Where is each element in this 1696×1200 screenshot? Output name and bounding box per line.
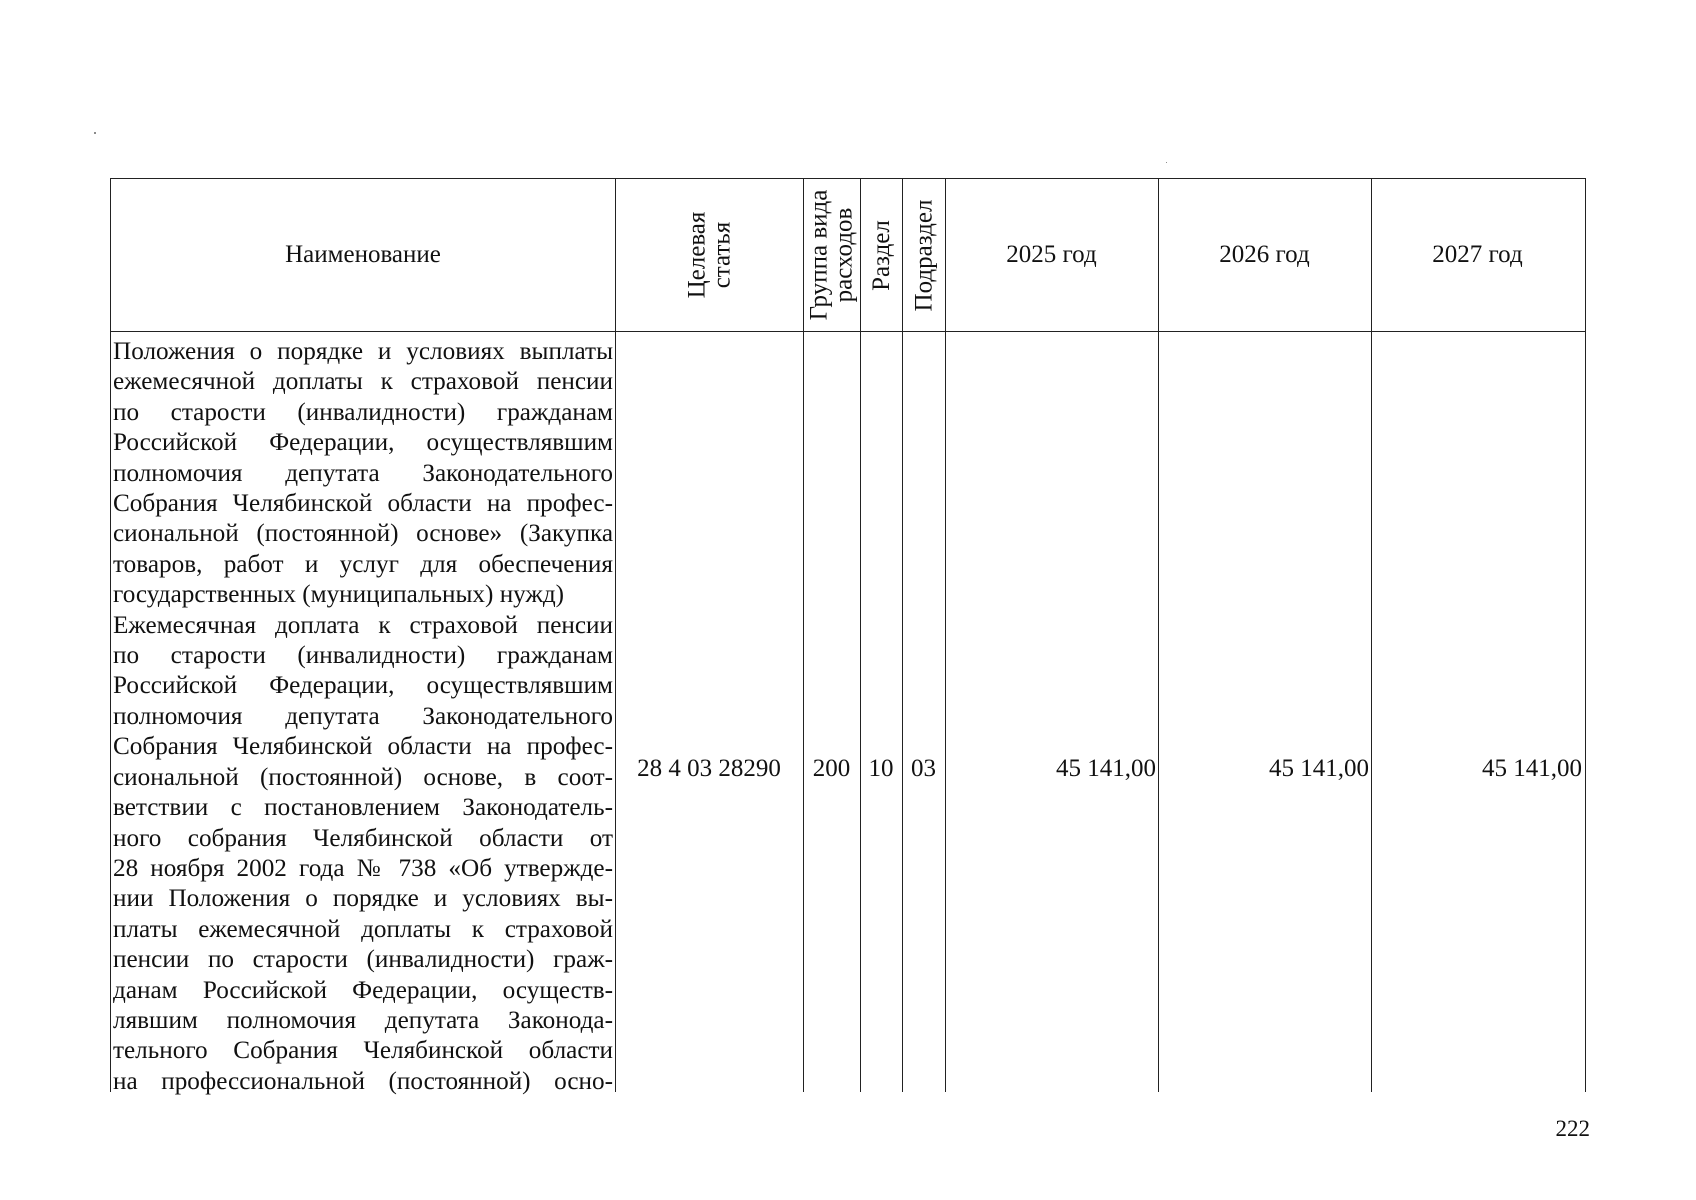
row-name-line: 28 ноября 2002 года № 738 «Об утвержде- bbox=[113, 854, 613, 882]
header-separator bbox=[111, 331, 1585, 332]
header-target-article-label: Целевая статья bbox=[682, 211, 735, 299]
header-year-2026-label: 2026 год bbox=[1219, 240, 1310, 268]
row-name-line: данам Российской Федерации, осуществ- bbox=[113, 976, 613, 1004]
row-name-line: ветствии с постановлением Законодатель- bbox=[113, 794, 613, 822]
header-name bbox=[111, 179, 615, 331]
row-value-2026: 45 141,00 bbox=[1269, 755, 1369, 782]
header-year-2025 bbox=[945, 179, 1158, 331]
row-value-2025: 45 141,00 bbox=[1056, 755, 1156, 782]
row-name-line: полномочия депутата Законодательного bbox=[113, 702, 613, 730]
row-name-line: по старости (инвалидности) гражданам bbox=[113, 642, 613, 670]
header-year-2027-label: 2027 год bbox=[1432, 240, 1523, 268]
row-target-article: 28 4 03 28290 bbox=[637, 755, 781, 782]
header-section bbox=[860, 179, 902, 331]
row-name-line: Ежемесячная доплата к страховой пенсии bbox=[113, 611, 613, 639]
row-name-line: по старости (инвалидности) гражданам bbox=[113, 398, 613, 426]
header-year-2026 bbox=[1158, 179, 1371, 331]
header-expense-group-label: Группа вида расходов bbox=[805, 189, 858, 321]
row-name-line: нии Положения о порядке и условиях вы- bbox=[113, 885, 613, 913]
header-section-label: Раздел bbox=[867, 219, 895, 291]
row-name-line: Российской Федерации, осуществлявшим bbox=[113, 429, 613, 457]
row-value-2027: 45 141,00 bbox=[1482, 755, 1582, 782]
row-name-line: Российской Федерации, осуществлявшим bbox=[113, 672, 613, 700]
row-section: 10 bbox=[868, 755, 894, 782]
row-name-text bbox=[113, 337, 613, 1097]
row-expense-group: 200 bbox=[812, 755, 851, 782]
row-name-line: тельного Собрания Челябинской области bbox=[113, 1037, 613, 1065]
row-name-line: товаров, работ и услуг для обеспечения bbox=[113, 550, 613, 578]
page-number: 222 bbox=[1555, 1116, 1590, 1141]
row-subsection: 03 bbox=[911, 755, 936, 782]
row-name-line: Положения о порядке и условиях выплаты bbox=[113, 338, 613, 365]
header-expense-group bbox=[803, 179, 860, 331]
budget-table bbox=[110, 178, 1586, 1095]
header-name-label: Наименование bbox=[285, 240, 441, 268]
row-name-line: ного собрания Челябинской области от bbox=[113, 824, 613, 852]
row-name-line: на профессиональной (постоянной) осно- bbox=[113, 1067, 613, 1095]
header-subsection bbox=[902, 179, 945, 331]
header-year-2027 bbox=[1371, 179, 1584, 331]
row-name-line: ежемесячной доплаты к страховой пенсии bbox=[113, 368, 613, 396]
row-name-line: платы ежемесячной доплаты к страховой bbox=[113, 915, 613, 943]
header-target-article bbox=[615, 179, 803, 331]
scan-speck bbox=[1166, 162, 1167, 163]
row-name-line: Собрания Челябинской области на профес- bbox=[113, 733, 613, 761]
row-name-line: государственных (муниципальных) нужд) bbox=[113, 581, 565, 609]
row-name-line: пенсии по старости (инвалидности) граж- bbox=[113, 946, 613, 974]
row-name-line: сиональной (постоянной) основе, в соот- bbox=[113, 763, 613, 791]
row-name-line: полномочия депутата Законодательного bbox=[113, 459, 613, 487]
row-name-line: лявшим полномочия депутата Законода- bbox=[113, 1006, 613, 1034]
header-subsection-label: Подраздел bbox=[910, 199, 937, 311]
row-name-line: сиональной (постоянной) основе» (Закупка bbox=[113, 520, 613, 548]
scan-speck bbox=[94, 132, 96, 134]
row-name-line: Собрания Челябинской области на профес- bbox=[113, 490, 613, 518]
header-year-2025-label: 2025 год bbox=[1006, 240, 1097, 268]
